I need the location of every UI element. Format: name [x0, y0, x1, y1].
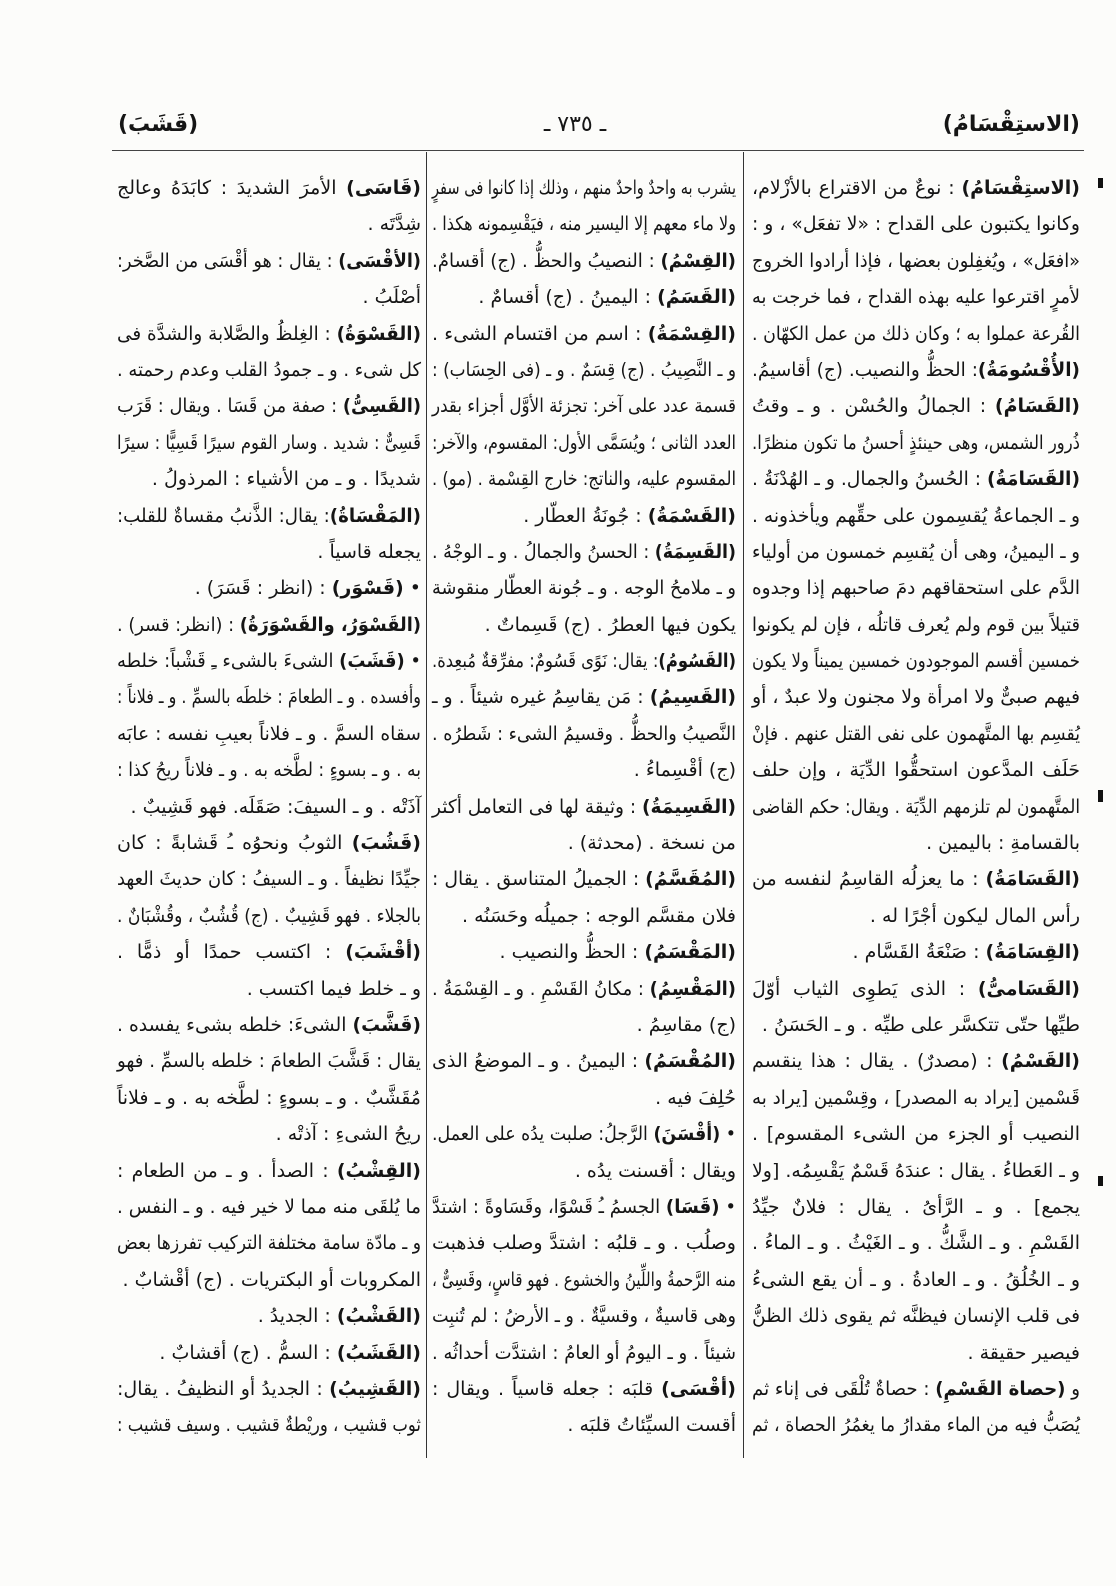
dictionary-entry — [432, 498, 736, 534]
definition-text: : (مصدرٌ) . يقال : هذا ينقسم — [752, 1050, 1002, 1073]
dictionary-entry — [432, 279, 736, 315]
headword: (القَشَبُ) — [336, 1341, 421, 1364]
dictionary-entry — [432, 971, 736, 1044]
text-line — [117, 934, 421, 970]
text-line: رأس المال ليكون أجْرًا له . — [869, 904, 1080, 927]
text-line — [432, 1043, 736, 1079]
headword: (قَشَّبَ) — [352, 1013, 421, 1036]
headword: (أقْشَبَ) — [345, 941, 421, 964]
text-line: و ـ العَطاءُ . يقال : عندَهُ قَسْمٌ يَقْسِمُه. [ولا — [751, 1159, 1080, 1182]
dictionary-entry — [432, 1116, 736, 1189]
headword: (المَقْسِمُ) — [649, 977, 736, 1000]
headword: (القِشْبُ) — [336, 1159, 421, 1182]
text-line: العدد الثانى ؛ ويُسَمَّى الأول: المقسوم، والآخر: — [432, 431, 736, 454]
text-line: القَسْمِ . و ـ الشَّكُّ . و ـ الغَيْثُ . و ـ الماءُ . — [752, 1232, 1080, 1255]
definition-text: : الحظُّ والنصيب. (ج) أقاسيمُ. — [752, 358, 978, 381]
headword: (حصاة القَسْمِ) — [935, 1377, 1066, 1400]
text-line — [431, 243, 736, 279]
text-line: بالقسامةِ : باليمين . — [926, 832, 1080, 855]
text-line: خمسين أقسم الموجودون خمسين يميناً ولا يكون — [751, 650, 1080, 673]
text-line: به . و ـ بسوءٍ : لطَّخه به . و ـ فلاناً ريحُ كذا : — [116, 759, 421, 782]
text-line — [752, 861, 1080, 897]
dictionary-entry — [117, 1298, 421, 1334]
text-line — [117, 170, 421, 206]
definition-text: : صَنْعَةُ القَسَّام . — [852, 941, 986, 964]
text-line: آذَتْه . و ـ السيفَ: صَقَلَه. فهو قَشِيبٌ . — [130, 795, 421, 818]
text-line — [116, 388, 421, 424]
dictionary-entry — [117, 1153, 421, 1299]
definition-text: : الحظُّ والنصيب . — [499, 941, 645, 964]
text-line: أصْلَبُ . — [362, 286, 421, 309]
definition-text: : النصيبُ والحظُّ . (ج) أقسامٌ. — [431, 249, 661, 272]
dictionary-entry — [117, 825, 421, 934]
entry-prefix: • — [403, 577, 421, 600]
dictionary-entry — [117, 643, 421, 825]
text-line — [752, 1043, 1080, 1079]
headword: (القِسَامَةُ) — [985, 941, 1080, 964]
text-line: قَسِىٌّ : شديد . وسار القوم سيرًا قَسِيًّا : سيرًا — [116, 431, 421, 454]
text-line — [116, 643, 421, 679]
headword: (المُقْسَمُ) — [644, 1050, 736, 1073]
text-line — [117, 570, 421, 606]
definition-text: : يقال : هو أقْسَى من الصَّخر: — [116, 249, 339, 272]
dictionary-entry — [432, 1043, 736, 1116]
text-line: قَسْمين [يراد به المصدر] ، وقِسْمين [يراد به — [752, 1086, 1080, 1109]
dictionary-entry — [117, 243, 421, 316]
text-line — [433, 679, 736, 715]
definition-text: : يقال: الذَّنبُ مقساةٌ للقلب: — [117, 504, 330, 527]
text-line: و ـ مادّة سامة مختلفة التركيب تفرزها بعض — [117, 1232, 421, 1255]
dictionary-entry — [432, 534, 736, 643]
text-line: (ج) أقْسِماءُ . — [633, 759, 736, 782]
headword: (قَسَا) — [665, 1195, 720, 1218]
definition-text: : الحُسنُ والجمال. و ـ الهُدْنَةُ . — [752, 468, 987, 491]
headword: (القَسَامَةُ) — [986, 468, 1080, 491]
dictionary-entry — [752, 861, 1080, 934]
headword: (القَسَمُ) — [657, 286, 736, 309]
text-line: النصيب أو الجزء من الشىء المقسوم] . — [752, 1123, 1080, 1146]
text-line: قتيلاً بين قوم ولم يُعرف قاتلُه ، فإن لم يكونوا — [752, 613, 1080, 636]
text-line — [431, 789, 736, 825]
text-line: جيِّدًا نظيفاً . و ـ السيفُ : كان حديثَ العهد — [117, 868, 421, 891]
text-line — [116, 1007, 421, 1043]
dictionary-entry — [117, 934, 421, 1007]
text-line: وهى قاسيةٌ ، وقسيَّةٌ . و ـ الأرضُ : لم تُنبِت — [431, 1305, 736, 1328]
running-head-first-word: (الاستِقْسَامُ) — [942, 112, 1080, 137]
headword: (القَسْمُ) — [1001, 1050, 1080, 1073]
text-line: القُرعة عملوا به ؛ وكان ذلك من عمل الكهّان . — [752, 322, 1080, 345]
entry-prefix: • — [720, 1123, 736, 1146]
text-line: شِدَّتَه . — [367, 213, 421, 236]
headword: (أقْسَنَ) — [653, 1123, 721, 1146]
dictionary-entry — [117, 1371, 421, 1444]
definition-text: : الجديدُ أو النظيفُ . يقال: — [117, 1377, 330, 1400]
headword: (القَسْوَةُ) — [336, 322, 421, 345]
text-line: كل شىء . و ـ جمودُ القلب وعدم رحمته . — [116, 358, 421, 381]
text-line: طيِّها حتّى تتكسَّر على طيِّه . و ـ الحَسَنُ . — [761, 1013, 1080, 1036]
dictionary-entry — [432, 316, 736, 498]
headword: (القَسُومُ) — [658, 650, 736, 673]
dictionary-entry — [117, 1007, 421, 1153]
dictionary-entry — [432, 789, 736, 862]
text-line — [116, 243, 421, 279]
dictionary-entry — [432, 1189, 736, 1371]
text-line — [432, 316, 736, 352]
text-line: و ـ خلط فيما اكتسب . — [246, 977, 421, 1000]
headword: (أقْسَى) — [661, 1377, 736, 1400]
dictionary-entry — [117, 170, 421, 243]
text-line: وأفسده . و ـ الطعامَ : خلطَه بالسمِّ . و ـ فلاناً : — [117, 686, 422, 709]
header-rule — [112, 150, 1084, 151]
text-line: يشرب به واحدٌ واحدٌ منهم ، وذلك إذا كانوا فى سفرٍ — [431, 177, 736, 199]
headword: (المُقَسَّمُ) — [645, 868, 736, 891]
text-line — [117, 1335, 421, 1371]
text-line: و ـ الخُلُقُ . و ـ العادةُ . و ـ أن يقع الشىءُ — [752, 1268, 1080, 1291]
headword: (قَشُبَ) — [351, 832, 421, 855]
text-line — [116, 607, 421, 643]
text-line: ذُرور الشمس، وهى حينئذٍ أحسنُ ما تكون منظرًا. — [752, 431, 1080, 454]
dictionary-entry — [117, 607, 421, 643]
text-line: يقال : قَشَّبَ الطعامَ : خلطه بالسمِّ . فهو — [116, 1050, 422, 1073]
definition-text: الثوبُ ونحوُه ـُ قَشابةً : كان — [117, 832, 352, 855]
text-line: فلان مقسَّم الوجه : جميلُه وحَسَنُه . — [462, 904, 736, 927]
text-line — [117, 498, 421, 534]
definition-text: : اكتسب حمدًا أو ذمًّا . — [117, 941, 346, 964]
text-line: يُصَبُّ فيه من الماء مقدارُ ما يغمُرُ الحصاة ، ثم — [751, 1414, 1080, 1437]
text-line: ويقال : أقسنت يدُه . — [574, 1159, 736, 1182]
dictionary-entry — [752, 934, 1080, 970]
definition-text: : حصاةٌ تُلْقَى فى إناء ثم — [751, 1377, 936, 1400]
text-line: وصلُب . و ـ قلبُه : اشتدَّ وصلب فذهبت — [432, 1232, 736, 1255]
definition-text: : الجديدُ . — [257, 1305, 337, 1328]
headword: (قَسْوَر) — [331, 577, 404, 600]
scan-mark — [1098, 790, 1103, 802]
text-line — [752, 461, 1080, 497]
text-line — [752, 170, 1080, 206]
text-line — [117, 1298, 421, 1334]
definition-text: : الصدأ . و ـ من الطعام : — [117, 1159, 337, 1182]
text-line: منه الرَّحمةُ واللِّينُ والخشوع . فهو قاسٍ، وقَسِىٌّ ، — [431, 1268, 736, 1291]
headword: (القَسِمَةُ) — [654, 540, 736, 563]
text-line — [751, 1371, 1080, 1407]
dictionary-entry — [432, 861, 736, 934]
entry-prefix: • — [404, 650, 421, 673]
dictionary-entry — [432, 1371, 736, 1444]
text-line: يجعله قاسياً . — [317, 540, 421, 563]
text-line: و ـ الجماعةُ يُقسِمون على حقِّهم ويأخذونه . — [752, 504, 1080, 527]
dictionary-entry — [752, 352, 1080, 388]
dictionary-entry — [117, 316, 421, 389]
text-line: من نسخة . (محدثة) . — [567, 832, 736, 855]
text-line — [432, 971, 736, 1007]
dictionary-entry — [752, 388, 1080, 461]
dictionary-entry — [432, 679, 736, 788]
text-line: «افعَل» ، ويُغفِلون بعضها ، فإذا أرادوا الخروج — [751, 249, 1080, 272]
definition-text: : جُونَةُ العطّار . — [523, 504, 648, 527]
headword: (القَسِيمُ) — [649, 686, 736, 709]
text-line: حَلَف المدَّعون استحقُّوا الدِّيَة ، وإن حلف — [752, 759, 1080, 782]
text-line: المكروبات أو البكتريات . (ج) أقْشابٌ . — [122, 1268, 421, 1291]
headword: (القَسْوَرُ، والقَسْوَرَةُ) — [239, 613, 421, 636]
headword: (القَسَامَةُ) — [985, 868, 1080, 891]
definition-text: قلبَه : جعله قاسياً . ويقال : — [432, 1377, 662, 1400]
definition-text: : (انظر: قسر) . — [116, 613, 240, 636]
text-line — [752, 352, 1080, 388]
definition-text: : الجميلُ المتناسق . يقال : — [431, 868, 646, 891]
text-line — [117, 1371, 421, 1407]
text-line: ما يُلقَى منه مما لا خير فيه . و ـ النفس . — [116, 1195, 422, 1218]
headword: (الأُقْسُومَةُ) — [977, 358, 1080, 381]
text-line — [431, 1116, 736, 1152]
dictionary-entry — [752, 1371, 1080, 1444]
text-line: شيئاً . و ـ اليومُ أو العامُ : اشتدَّت أحداثُه . — [431, 1341, 736, 1364]
column-middle — [432, 170, 736, 1444]
text-line — [431, 534, 736, 570]
dictionary-entry — [752, 1043, 1080, 1371]
definition-text: الشىءَ بالشىء ـِ قَشْباً: خلطه — [116, 650, 340, 673]
definition-text: : اليمينُ . (ج) أقسامٌ . — [478, 286, 658, 309]
dictionary-entry — [752, 461, 1080, 861]
text-line: فى قلب الإنسان فيظنَّه ثم يقوى ذلك الظنُّ — [752, 1305, 1080, 1328]
text-line — [117, 825, 421, 861]
text-line — [752, 388, 1080, 424]
text-line — [752, 934, 1080, 970]
headword: (القِسْمُ) — [660, 249, 736, 272]
text-line: النَّصيبُ والحظُّ . وقسيمُ الشىء : شَطرُه . — [432, 722, 736, 745]
text-line: يجمع] . و ـ الرَّأىُ . يقال : فلانٌ جيِّدُ — [752, 1195, 1080, 1218]
definition-text: : صفة من قَسَا . ويقال : قَرَب — [116, 395, 343, 418]
headword: (القَسِىُّ) — [342, 395, 421, 418]
headword: (قَاسَى) — [346, 177, 421, 199]
column-right — [752, 170, 1080, 1444]
text-line — [431, 1189, 736, 1225]
text-line: ريحُ الشىءِ : آذتْه . — [275, 1123, 421, 1146]
text-line — [432, 934, 736, 970]
headword: (القَشْبُ) — [336, 1305, 421, 1328]
text-line — [431, 861, 736, 897]
dictionary-entry — [432, 934, 736, 970]
text-line: و ـ ملامحُ الوجه . و ـ جُونة العطّار منقوشة — [432, 577, 736, 600]
headword: (القَسِيمَةُ) — [642, 795, 736, 818]
definition-text: الرَّجلُ: صلبت يدُه على العمل. — [431, 1123, 654, 1146]
headword: (القَسْمَةُ) — [647, 504, 736, 527]
definition-text: : نوعٌ من الاقتراع بالأزْلام، — [752, 177, 962, 199]
dictionary-entry — [432, 643, 736, 679]
text-line: ولا ماء معهم إلا اليسير منه ، فيَقْسِمونه هكذا . — [431, 213, 736, 236]
text-line: أقست السيِّئاتُ قلبَه . — [567, 1414, 736, 1437]
text-line: يكون فيها العطرُ . (ج) قَسِماتٌ . — [484, 613, 736, 636]
definition-text: : وثيقة لها فى التعامل أكثر — [431, 795, 643, 818]
dictionary-entry — [117, 1335, 421, 1371]
headword: (القَسَامىُّ) — [977, 977, 1080, 1000]
headword: (القَشِيبُ) — [329, 1377, 421, 1400]
running-head-last-word: (قَشَبَ) — [118, 112, 199, 137]
column-left — [117, 170, 421, 1444]
scan-mark — [1098, 1176, 1103, 1186]
text-line — [431, 643, 736, 679]
text-line — [432, 279, 736, 315]
text-line: فيصير حقيقة . — [967, 1341, 1080, 1364]
column-divider — [426, 152, 427, 1458]
definition-text: : ما يعزلُه القاسِمُ لنفسه من — [752, 868, 986, 891]
dictionary-entry — [117, 570, 421, 606]
definition-text: الأمرَ الشديدَ : كابَدَهُ وعالج — [117, 177, 347, 199]
entry-prefix: • — [719, 1195, 736, 1218]
definition-text: : (انظر : قَسَرَ) . — [194, 577, 332, 600]
text-line: (ج) مقاسِمُ . — [636, 1013, 736, 1036]
text-line: لأمرٍ اقترعوا عليه بهذه القداح ، فما خرجت به — [752, 286, 1080, 309]
text-line: و ـ النَّصِيبُ . (ج) قِسَمٌ . و ـ (فى الحِسَاب) : — [431, 358, 736, 381]
definition-text: : اليمينُ . و ـ الموضعُ الذى — [432, 1050, 645, 1073]
headword: (القِسْمَةُ) — [647, 322, 736, 345]
headword: (الأقْسَى) — [338, 249, 421, 272]
text-line: المتَّهمون لم تلزمهم الدِّيَة . ويقال: حكم القاضى — [752, 795, 1080, 818]
dictionary-entry — [432, 243, 736, 279]
text-line: ثوب قشيب ، وريْطةٌ قشيب . وسيف قشيب : — [117, 1414, 421, 1437]
definition-text: : يقال: نَوًى قَسُومٌ: مفرِّقةٌ مُبعِدة. — [431, 650, 659, 673]
text-line: حُلِفَ فيه . — [655, 1086, 736, 1109]
text-line: و ـ اليمينُ، وهى أن يُقسِم خمسون من أولياء — [752, 540, 1080, 563]
dictionary-entry — [432, 170, 736, 243]
text-line — [432, 1371, 736, 1407]
text-line — [117, 1153, 421, 1189]
scan-mark — [1098, 178, 1103, 188]
entry-prefix: و — [1065, 1377, 1080, 1400]
text-line: قسمة عدد على آخر: تجزئة الأوَّل أجزاء بقدر — [431, 395, 736, 418]
definition-text: الشىءَ: خلطه بشىء يفسده . — [116, 1013, 353, 1036]
headword: (المَقْسَاةُ) — [329, 504, 421, 527]
headword: (الاستِقْسَامُ) — [961, 177, 1080, 199]
headword: (قَشَبَ) — [339, 650, 405, 673]
dictionary-entry — [752, 971, 1080, 1044]
text-line: الدَّم على استحقاقهم دمَ صاحبهم إذا وجدوه — [751, 577, 1080, 600]
text-line — [752, 971, 1080, 1007]
dictionary-entry — [117, 498, 421, 571]
definition-text: الجسمُ ـُ قَسْوًا، وقَسَاوةً : اشتدَّ — [431, 1195, 666, 1218]
text-line: المقسوم عليه، والناتج: خارج القِسْمة . (مو) . — [431, 468, 736, 491]
text-line: شديدًا . و ـ من الأشياء : المرذولُ . — [151, 468, 421, 491]
definition-text: : الحسنُ والجمالُ . و ـ الوجْهُ . — [431, 540, 655, 563]
headword: (القَسَامُ) — [994, 395, 1080, 418]
column-divider — [743, 152, 744, 1458]
definition-text: : الغِلظُ والصَّلابة والشدَّة فى — [116, 322, 337, 345]
text-line: يُقسِم بها المتَّهمون على نفى القتل عنهم . فإنْ — [751, 722, 1080, 745]
definition-text: : اسم من اقتسام الشىء . — [432, 322, 648, 345]
dictionary-entry — [117, 388, 421, 497]
definition-text: : مَن يقاسِمُ غيره شيئاً . و ـ — [431, 686, 650, 709]
dictionary-entry — [752, 170, 1080, 352]
definition-text: : الجمالُ والحُسْن . و ـ وقتُ — [752, 395, 995, 418]
text-line: مُقَشَّبٌ . و ـ بسوءٍ : لطَّخه به . و ـ فلاناً — [117, 1086, 421, 1109]
text-line: فيهم صبىٌّ ولا امرأة ولا مجنون ولا عبدٌ ، أو — [751, 686, 1080, 709]
headword: (المَقْسَمُ) — [644, 941, 736, 964]
definition-text: : الذى يَطوِى الثياب أوّلَ — [752, 977, 978, 1000]
text-line: وكانوا يكتبون على القداح : «لا تفعَل» ، و : — [752, 213, 1080, 236]
text-line: بالجلاء . فهو قَشِيبٌ . (ج) قُشُبٌ ، وقُشْبَانٌ . — [117, 904, 421, 927]
page-number: ـ ٧٣٥ ـ — [543, 112, 607, 137]
definition-text: : مكانُ القَسْمِ . و ـ القِسْمَةُ . — [432, 977, 650, 1000]
definition-text: : السمُّ . (ج) أقشابٌ . — [159, 1341, 337, 1364]
text-line — [432, 498, 736, 534]
text-line — [116, 316, 421, 352]
text-line: سقاه السمَّ . و ـ فلاناً بعيبِ نفسه : عابَه — [116, 722, 422, 745]
